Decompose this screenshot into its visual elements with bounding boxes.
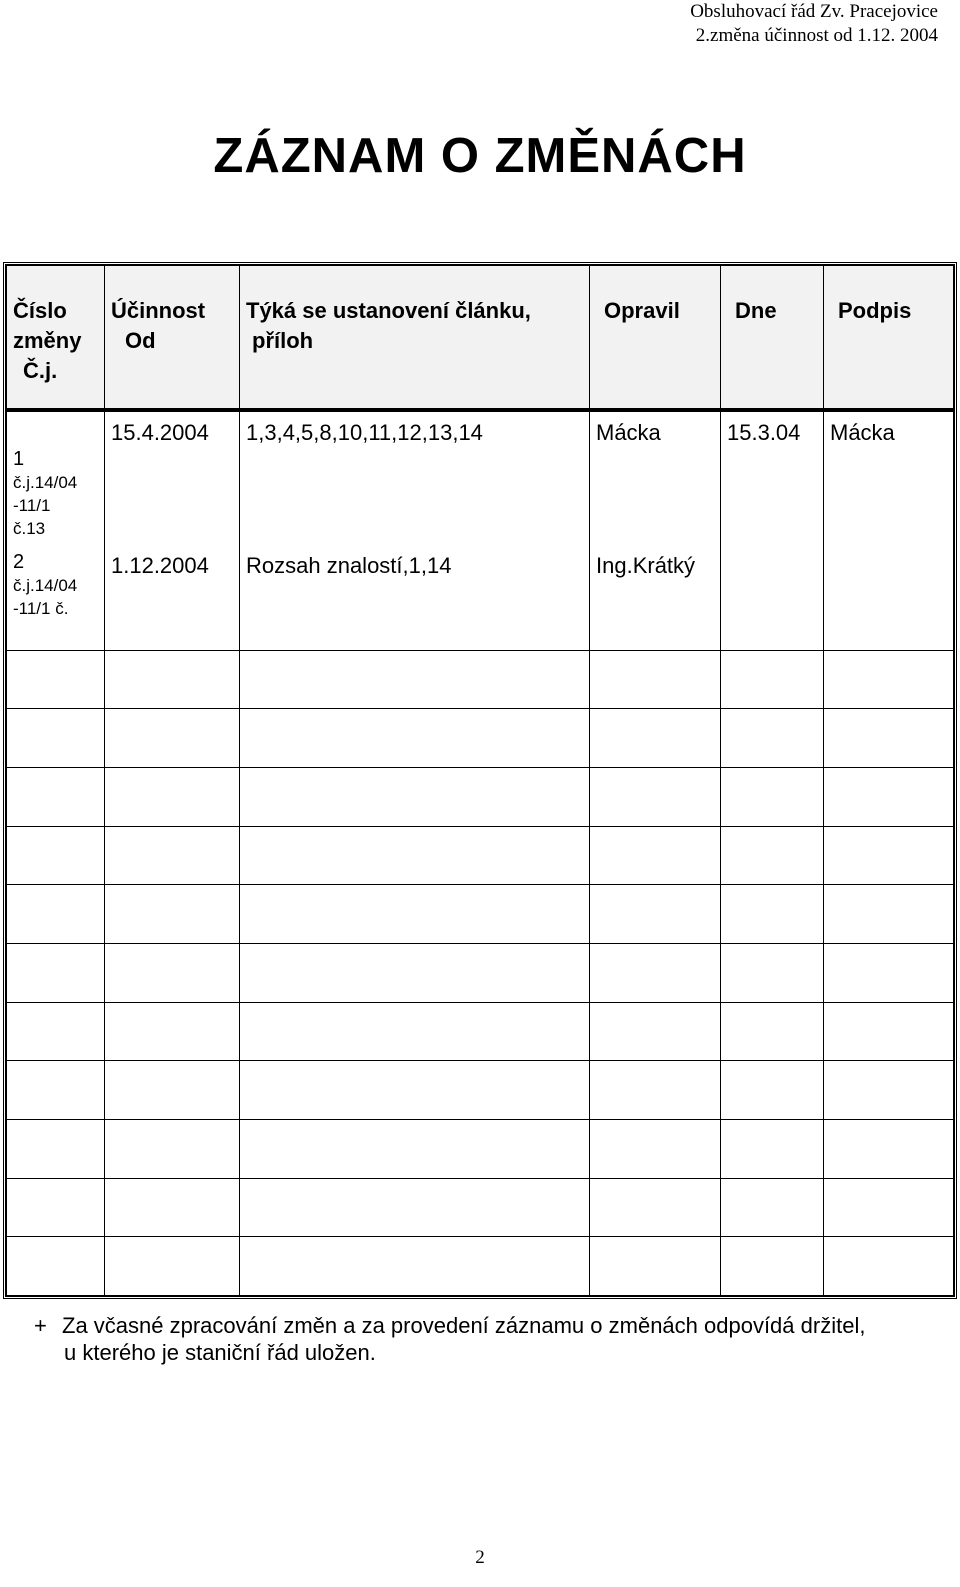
row-cj-line: č.j.14/04	[13, 575, 78, 595]
cell-podpis	[824, 541, 954, 650]
table-row	[7, 541, 954, 650]
empty-row	[7, 1237, 954, 1296]
column-header-cislo	[7, 266, 105, 410]
empty-row	[7, 885, 954, 944]
empty-cell	[590, 1178, 721, 1237]
empty-row	[7, 650, 954, 709]
page-number: 2	[475, 1547, 485, 1568]
row-cj-line: -11/1 č.	[13, 598, 69, 618]
empty-cell	[105, 826, 240, 885]
header-ucinnost-line1: Účinnost	[111, 298, 206, 323]
empty-cell	[824, 1178, 954, 1237]
empty-cell	[7, 650, 105, 709]
empty-cell	[240, 1237, 590, 1296]
page-title: ZÁZNAM O ZMĚNÁCH	[213, 129, 747, 183]
table-row	[7, 410, 954, 541]
empty-cell	[105, 1237, 240, 1296]
header-cislo-line1: Číslo	[13, 298, 67, 323]
row-number: 1	[13, 447, 25, 470]
empty-cell	[721, 1002, 824, 1061]
empty-cell	[824, 650, 954, 709]
column-header-ucinnost	[105, 266, 240, 410]
header-line-2: 2.změna účinnost od 1.12. 2004	[695, 25, 938, 46]
row-number: 2	[13, 550, 25, 573]
change-log-table-frame	[3, 262, 957, 1299]
row-cj-line: č.j.14/04	[13, 472, 78, 492]
empty-cell	[824, 709, 954, 768]
empty-cell	[7, 1178, 105, 1237]
empty-row	[7, 768, 954, 827]
row-cj-line: -11/1	[13, 495, 51, 515]
footnote-marker: +	[34, 1313, 47, 1338]
empty-cell	[721, 885, 824, 944]
change-log-table	[6, 265, 954, 1296]
footnote	[34, 1312, 934, 1366]
empty-cell	[105, 1119, 240, 1178]
cell-podpis: Mácka	[824, 410, 954, 541]
empty-cell	[824, 768, 954, 827]
empty-cell	[105, 768, 240, 827]
empty-cell	[721, 1061, 824, 1120]
column-header-dne: Dne	[721, 266, 824, 410]
empty-cell	[240, 1178, 590, 1237]
empty-cell	[590, 1061, 721, 1120]
empty-cell	[240, 885, 590, 944]
empty-cell	[240, 1119, 590, 1178]
empty-row	[7, 1002, 954, 1061]
header-tyka-line1: Týká se ustanovení článku,	[246, 298, 531, 323]
row-cj-line: č.13	[13, 518, 46, 538]
empty-cell	[590, 1002, 721, 1061]
empty-cell	[7, 1061, 105, 1120]
empty-row	[7, 1178, 954, 1237]
empty-cell	[590, 650, 721, 709]
empty-cell	[7, 1119, 105, 1178]
empty-cell	[240, 709, 590, 768]
empty-cell	[590, 826, 721, 885]
empty-cell	[240, 650, 590, 709]
empty-row	[7, 709, 954, 768]
empty-cell	[824, 1237, 954, 1296]
empty-cell	[721, 943, 824, 1002]
empty-cell	[721, 826, 824, 885]
empty-cell	[7, 826, 105, 885]
empty-cell	[590, 943, 721, 1002]
empty-cell	[590, 1119, 721, 1178]
empty-cell	[824, 943, 954, 1002]
cell-opravil: Mácka	[590, 410, 721, 541]
empty-cell	[105, 650, 240, 709]
empty-cell	[105, 1178, 240, 1237]
cell-ucinnost: 15.4.2004	[105, 410, 240, 541]
empty-row	[7, 1061, 954, 1120]
cell-dne	[721, 541, 824, 650]
empty-cell	[105, 709, 240, 768]
cell-tyka: 1,3,4,5,8,10,11,12,13,14	[240, 410, 590, 541]
header-tyka-line2: příloh	[252, 328, 314, 353]
empty-cell	[240, 826, 590, 885]
empty-cell	[105, 885, 240, 944]
empty-cell	[824, 1002, 954, 1061]
empty-cell	[240, 943, 590, 1002]
column-header-podpis: Podpis	[824, 266, 954, 410]
empty-cell	[105, 1002, 240, 1061]
column-header-tyka	[240, 266, 590, 410]
header-cislo-line3: Č.j.	[23, 358, 58, 383]
empty-cell	[7, 768, 105, 827]
empty-cell	[240, 1061, 590, 1120]
footnote-line-2: u kterého je staniční řád uložen.	[64, 1340, 376, 1365]
empty-cell	[721, 709, 824, 768]
empty-cell	[824, 885, 954, 944]
empty-cell	[240, 1002, 590, 1061]
cell-cislo	[7, 541, 105, 650]
empty-cell	[721, 1178, 824, 1237]
table-header-row	[7, 266, 954, 410]
empty-cell	[7, 885, 105, 944]
empty-cell	[824, 1119, 954, 1178]
empty-cell	[590, 768, 721, 827]
empty-cell	[824, 826, 954, 885]
empty-row	[7, 826, 954, 885]
header-cislo-line2: změny	[13, 328, 82, 353]
column-header-opravil: Opravil	[590, 266, 721, 410]
empty-cell	[240, 768, 590, 827]
empty-cell	[7, 1002, 105, 1061]
header-ucinnost-line2: Od	[125, 328, 156, 353]
cell-opravil: Ing.Krátký	[590, 541, 721, 650]
empty-cell	[7, 709, 105, 768]
footnote-line-1: Za včasné zpracování změn a za provedení záznamu o změnách odpovídá držitel,	[62, 1313, 866, 1338]
cell-tyka: Rozsah znalostí,1,14	[240, 541, 590, 650]
empty-cell	[7, 1237, 105, 1296]
cell-ucinnost: 1.12.2004	[105, 541, 240, 650]
cell-cislo	[7, 410, 105, 541]
empty-cell	[721, 1237, 824, 1296]
empty-cell	[721, 1119, 824, 1178]
empty-cell	[721, 768, 824, 827]
cell-dne: 15.3.04	[721, 410, 824, 541]
empty-row	[7, 943, 954, 1002]
empty-cell	[721, 650, 824, 709]
empty-cell	[590, 1237, 721, 1296]
empty-cell	[590, 709, 721, 768]
header-line-1: Obsluhovací řád Zv. Pracejovice	[690, 1, 938, 22]
empty-cell	[590, 885, 721, 944]
empty-cell	[824, 1061, 954, 1120]
empty-cell	[7, 943, 105, 1002]
empty-row	[7, 1119, 954, 1178]
document-header	[690, 0, 938, 48]
empty-cell	[105, 943, 240, 1002]
empty-cell	[105, 1061, 240, 1120]
